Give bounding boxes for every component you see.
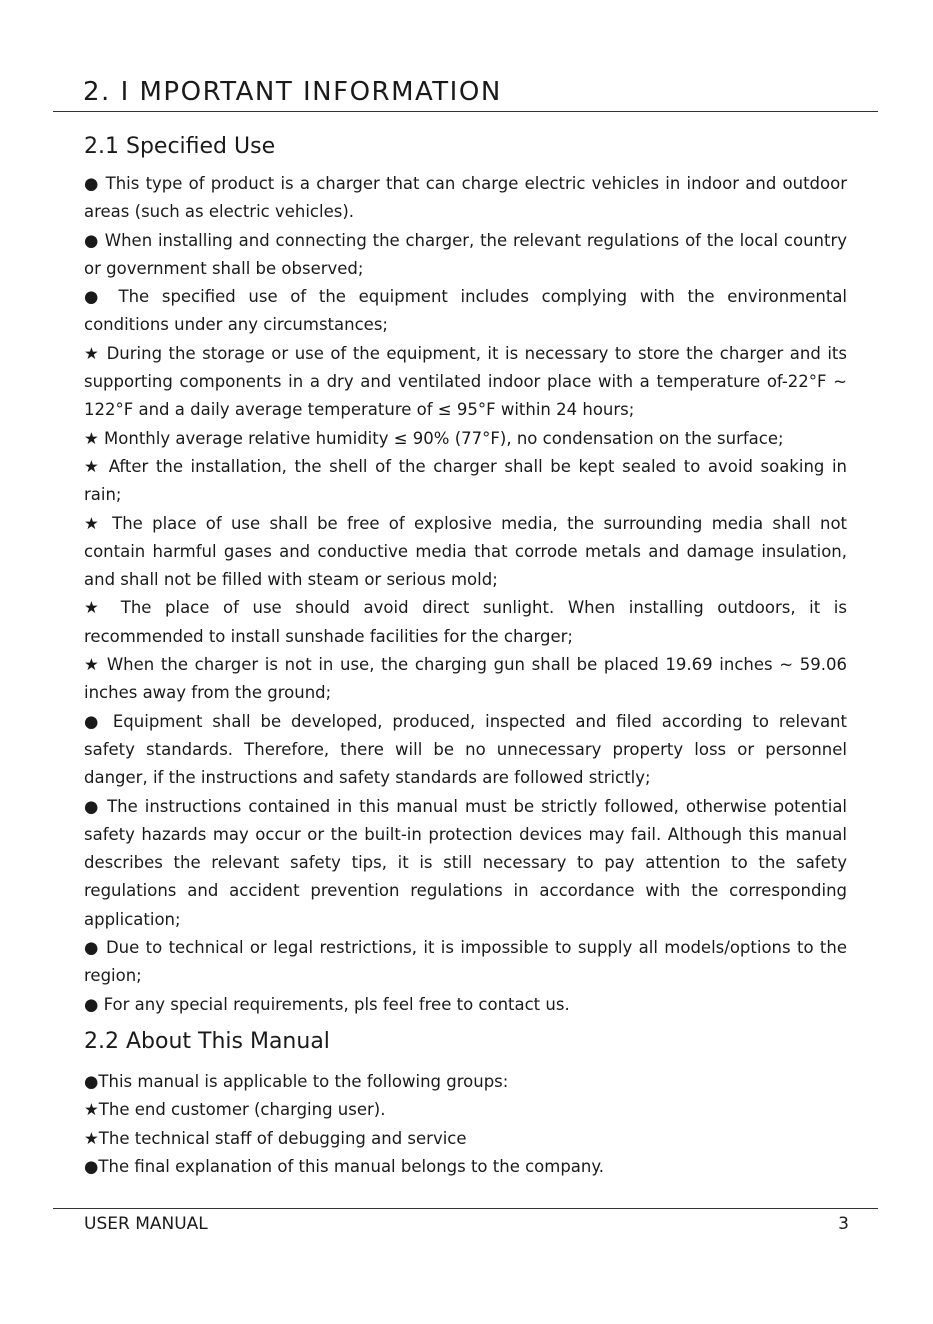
bullet-icon: ●: [84, 287, 106, 307]
list-item: [84, 170, 847, 227]
list-item: [84, 594, 847, 651]
page-number: 3: [838, 1214, 849, 1234]
footer-label: USER MANUAL: [84, 1214, 208, 1234]
list-item-text: When the charger is not in use, the charging gun shall be placed 19.69 inches ~ 59.06 inches away from the ground;: [84, 655, 847, 703]
bullet-icon: ●: [84, 230, 99, 250]
star-icon: ★: [84, 513, 103, 533]
list-item: [84, 453, 847, 510]
star-icon: ★: [84, 598, 108, 618]
list-item-text: This type of product is a charger that can charge electric vehicles in indoor and outdoor areas (such as electric vehicles).: [84, 174, 847, 222]
list-item-text: The final explanation of this manual belongs to the company.: [98, 1156, 605, 1176]
list-item-text: The specified use of the equipment includes complying with the environmental conditions under any circumstances;: [84, 287, 848, 335]
list-item-text: When installing and connecting the charger, the relevant regulations of the local country or government shall be observed;: [84, 230, 848, 278]
star-icon: ★: [84, 1128, 99, 1148]
title-divider: [53, 111, 878, 112]
list-item: [84, 1153, 847, 1181]
list-item-text: Equipment shall be developed, produced, inspected and filed according to relevant safety standards. Therefore, there will be no unnecessary property loss or personnel danger, if the instructions and safety standards are followed strictly;: [84, 711, 847, 788]
list-item: [84, 651, 847, 708]
list-item-text: Due to technical or legal restrictions, it is impossible to supply all models/options to the region;: [84, 938, 847, 986]
list-item-text: During the storage or use of the equipment, it is necessary to store the charger and its supporting components in a dry and ventilated indoor place with a temperature of-22°F ~ 122°F and a daily average temperature of ≤ 95°F within 24 hours;: [84, 343, 848, 420]
star-icon: ★: [84, 428, 99, 448]
list-item: [84, 510, 847, 595]
list-item: [84, 934, 847, 991]
bullet-icon: ●: [84, 1072, 99, 1091]
list-item-text: The end customer (charging user).: [98, 1100, 386, 1120]
list-item: [84, 1125, 847, 1153]
bullet-icon: ●: [84, 938, 100, 958]
star-icon: ★: [84, 655, 101, 675]
list-item-text: The place of use shall be free of explosive media, the surrounding media shall not contain harmful gases and conductive media that corrode metals and damage insulation, and shall not be filled with steam or serious mold;: [84, 513, 848, 590]
list-item: [84, 793, 847, 934]
list-item: [84, 283, 847, 340]
list-item-text: After the installation, the shell of the charger shall be kept sealed to avoid soaking in rain;: [84, 456, 847, 505]
list-item: [84, 425, 847, 453]
section-title-specified-use: 2.1 Specified Use: [84, 134, 276, 159]
bullet-icon: ●: [84, 994, 99, 1014]
list-item-text: This manual is applicable to the following groups:: [98, 1072, 509, 1091]
section-title-about-manual: 2.2 About This Manual: [84, 1029, 330, 1054]
star-icon: ★: [84, 343, 101, 363]
list-item-text: The place of use should avoid direct sunlight. When installing outdoors, it is recommended to install sunshade facilities for the charger;: [84, 598, 847, 646]
star-icon: ★: [84, 456, 102, 476]
page-title: 2. I MPORTANT INFORMATION: [83, 77, 502, 107]
list-item: [84, 1096, 847, 1124]
bullet-icon: ●: [84, 711, 104, 731]
about-manual-list: [84, 1068, 847, 1181]
list-item: [84, 1068, 847, 1096]
list-item: [84, 227, 847, 284]
list-item-text: The instructions contained in this manual must be strictly followed, otherwise potential safety hazards may occur or the built-in protection devices may fail. Although this manual describes the relevant safety tips, it is still necessary to pay attention to the safety regulations and accident prevention regulations in accordance with the corresponding application;: [84, 796, 848, 929]
bullet-icon: ●: [84, 796, 101, 816]
list-item-text: For any special requirements, pls feel free to contact us.: [103, 994, 570, 1014]
list-item: [84, 991, 847, 1019]
star-icon: ★: [84, 1100, 99, 1120]
bullet-icon: ●: [84, 174, 100, 193]
list-item-text: The technical staff of debugging and service: [98, 1128, 467, 1148]
footer-divider: [53, 1208, 878, 1209]
list-item: [84, 340, 847, 425]
list-item-text: Monthly average relative humidity ≤ 90% (77°F), no condensation on the surface;: [104, 428, 784, 448]
specified-use-list: [84, 170, 847, 1019]
list-item: [84, 708, 847, 793]
bullet-icon: ●: [84, 1156, 99, 1176]
